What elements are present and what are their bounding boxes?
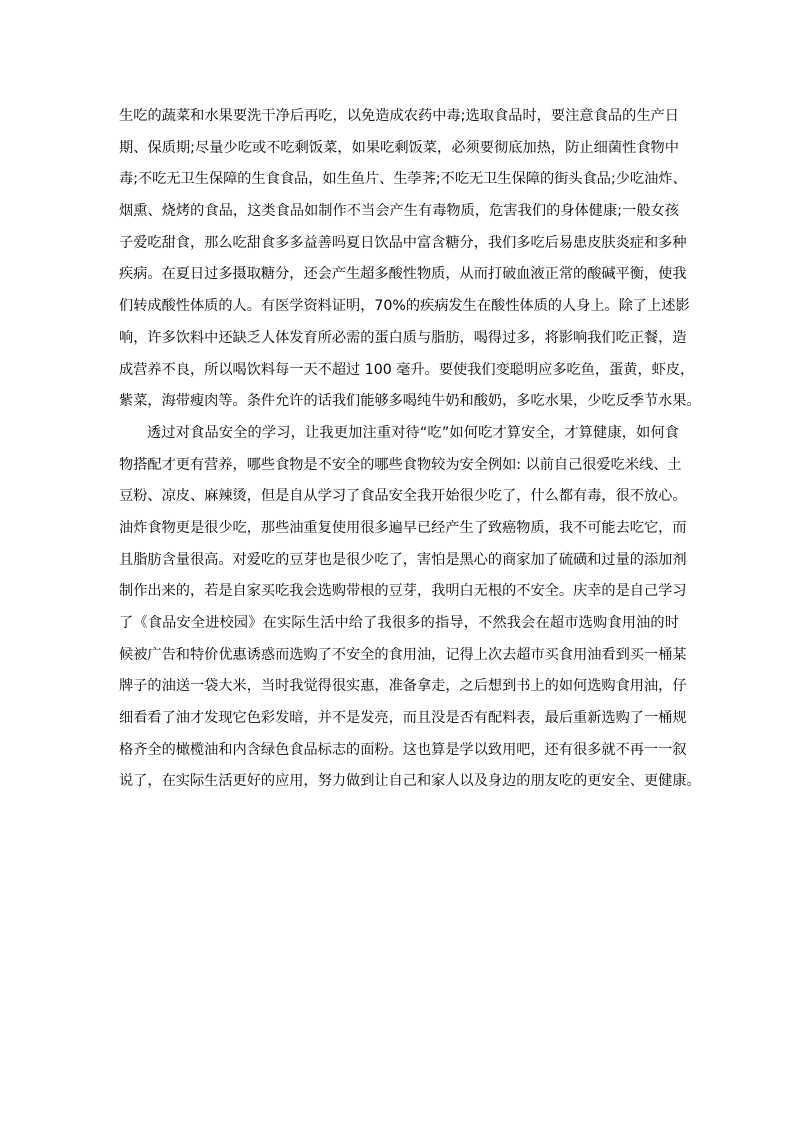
text-line: 油炸食物更是很少吃，那些油重复使用很多遍早已经产生了致癌物质，我不可能去吃它，而 (119, 519, 687, 536)
text-line: 且脂肪含量很高。对爱吃的豆芽也是很少吃了，害怕是黑心的商家加了硫磺和过量的添加剂 (119, 551, 687, 568)
text-line: 制作出来的，若是自家买吃我会选购带根的豆芽，我明白无根的不安全。庆幸的是自己学习 (119, 583, 687, 600)
paragraph-food-safety-tips (119, 101, 701, 418)
text-line: 毒;不吃无卫生保障的生食食品，如生鱼片、生荸荠;不吃无卫生保障的街头食品;少吃油炸、 (119, 171, 687, 188)
text-line: 格齐全的橄榄油和内含绿色食品标志的面粉。这也算是学以致用吧，还有很多就不再一一叙 (119, 741, 687, 758)
text-line: 们转成酸性体质的人。有医学资料证明，70%的疾病发生在酸性体质的人身上。除了上述影 (119, 298, 690, 315)
text-line: 生吃的蔬菜和水果要洗干净后再吃，以免造成农药中毒;选取食品时，要注意食品的生产日 (119, 108, 679, 124)
paragraph-study-reflection (119, 418, 701, 798)
text-line: 响，许多饮料中还缺乏人体发育所必需的蛋白质与脂肪，喝得过多，将影响我们吃正餐，造 (119, 329, 687, 346)
document-body (119, 101, 701, 798)
text-line: 疾病。在夏日过多摄取糖分，还会产生超多酸性物质，从而打破血液正常的酸碱平衡，使我 (119, 266, 687, 283)
text-line: 牌子的油送一袋大米，当时我觉得很实惠，准备拿走，之后想到书上的如何选购食用油，仔 (119, 678, 687, 695)
text-line: 透过对食品安全的学习，让我更加注重对待“吃”如何吃才算安全，才算健康，如何食 (147, 424, 679, 441)
text-line: 豆粉、凉皮、麻辣烫，但是自从学习了食品安全我开始很少吃了，什么都有毒，很不放心。 (119, 488, 687, 505)
text-line: 期、保质期;尽量少吃或不吃剩饭菜，如果吃剩饭菜，必须要彻底加热，防止细菌性食物中 (119, 139, 679, 156)
text-line: 候被广告和特价优惠诱惑而选购了不安全的食用油，记得上次去超市买食用油看到买一桶某 (119, 646, 687, 663)
text-line: 子爱吃甜食，那么吃甜食多多益善吗夏日饮品中富含糖分，我们多吃后易患皮肤炎症和多种 (119, 234, 687, 251)
text-line: 紫菜，海带瘦肉等。条件允许的话我们能够多喝纯牛奶和酸奶，多吃水果，少吃反季节水果。 (119, 393, 701, 410)
text-line: 细看看了油才发现它色彩发暗，并不是发亮，而且没是否有配料表，最后重新选购了一桶规 (119, 710, 687, 727)
text-line: 了《食品安全进校园》在实际生活中给了我很多的指导，不然我会在超市选购食用油的时 (119, 615, 679, 631)
text-line: 物搭配才更有营养，哪些食物是不安全的哪些食物较为安全例如: 以前自己很爱吃米线、土 (119, 456, 682, 473)
text-line: 烟熏、烧烤的食品，这类食品如制作不当会产生有毒物质，危害我们的身体健康;一般女孩 (119, 203, 679, 220)
text-line: 成营养不良，所以喝饮料每一天不超过 100 毫升。要使我们变聪明应多吃鱼，蛋黄，虾皮， (119, 361, 695, 378)
text-line: 说了，在实际生活更好的应用，努力做到让自己和家人以及身边的朋友吃的更安全、更健康。 (119, 773, 701, 790)
